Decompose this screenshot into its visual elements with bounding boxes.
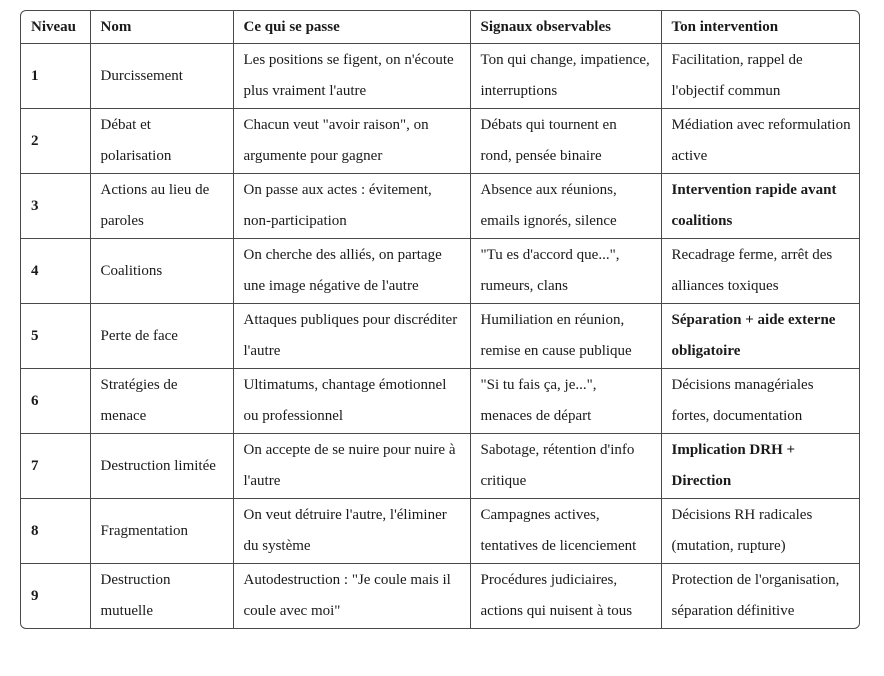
cell-niveau: 1 <box>21 44 90 109</box>
cell-ce-qui-se-passe: Attaques publiques pour discréditer l'autre <box>233 304 470 369</box>
cell-ton-intervention: Implication DRH + Direction <box>661 434 860 499</box>
cell-ton-intervention: Facilitation, rappel de l'objectif commun <box>661 44 860 109</box>
cell-niveau: 7 <box>21 434 90 499</box>
cell-signaux-observables: Absence aux réunions, emails ignorés, silence <box>470 174 661 239</box>
cell-ton-intervention: Intervention rapide avant coalitions <box>661 174 860 239</box>
cell-signaux-observables: Humiliation en réunion, remise en cause publique <box>470 304 661 369</box>
cell-ce-qui-se-passe: Autodestruction : "Je coule mais il coule avec moi" <box>233 564 470 629</box>
cell-niveau: 2 <box>21 109 90 174</box>
table-row <box>21 109 860 174</box>
cell-ton-intervention: Protection de l'organisation, séparation définitive <box>661 564 860 629</box>
table-row <box>21 499 860 564</box>
header-row <box>21 11 860 44</box>
cell-signaux-observables: "Si tu fais ça, je...", menaces de départ <box>470 369 661 434</box>
cell-ce-qui-se-passe: On accepte de se nuire pour nuire à l'autre <box>233 434 470 499</box>
cell-niveau: 8 <box>21 499 90 564</box>
cell-signaux-observables: Campagnes actives, tentatives de licenciement <box>470 499 661 564</box>
cell-ce-qui-se-passe: On cherche des alliés, on partage une image négative de l'autre <box>233 239 470 304</box>
cell-niveau: 9 <box>21 564 90 629</box>
cell-niveau: 3 <box>21 174 90 239</box>
cell-ce-qui-se-passe: Ultimatums, chantage émotionnel ou professionnel <box>233 369 470 434</box>
cell-nom: Fragmentation <box>90 499 233 564</box>
cell-nom: Débat et polarisation <box>90 109 233 174</box>
table-header <box>21 11 860 44</box>
cell-nom: Coalitions <box>90 239 233 304</box>
header-signaux-observables: Signaux observables <box>470 11 661 44</box>
cell-nom: Durcissement <box>90 44 233 109</box>
cell-niveau: 4 <box>21 239 90 304</box>
cell-ton-intervention: Recadrage ferme, arrêt des alliances toxiques <box>661 239 860 304</box>
table-row <box>21 44 860 109</box>
cell-ton-intervention: Décisions RH radicales (mutation, rupture) <box>661 499 860 564</box>
header-niveau: Niveau <box>21 11 90 44</box>
header-nom: Nom <box>90 11 233 44</box>
cell-nom: Stratégies de menace <box>90 369 233 434</box>
cell-ton-intervention: Médiation avec reformulation active <box>661 109 860 174</box>
cell-nom: Destruction limitée <box>90 434 233 499</box>
cell-nom: Actions au lieu de paroles <box>90 174 233 239</box>
cell-ce-qui-se-passe: On passe aux actes : évitement, non-participation <box>233 174 470 239</box>
cell-nom: Perte de face <box>90 304 233 369</box>
cell-signaux-observables: Procédures judiciaires, actions qui nuisent à tous <box>470 564 661 629</box>
conflict-escalation-table-container <box>20 10 860 629</box>
cell-ton-intervention: Séparation + aide externe obligatoire <box>661 304 860 369</box>
cell-signaux-observables: Sabotage, rétention d'info critique <box>470 434 661 499</box>
table-row <box>21 304 860 369</box>
cell-signaux-observables: Ton qui change, impatience, interruptions <box>470 44 661 109</box>
table-row <box>21 369 860 434</box>
table-row <box>21 174 860 239</box>
table-row <box>21 239 860 304</box>
header-ton-intervention: Ton intervention <box>661 11 860 44</box>
table-body <box>21 44 860 629</box>
cell-ce-qui-se-passe: Chacun veut "avoir raison", on argumente pour gagner <box>233 109 470 174</box>
cell-ce-qui-se-passe: Les positions se figent, on n'écoute plus vraiment l'autre <box>233 44 470 109</box>
cell-signaux-observables: Débats qui tournent en rond, pensée binaire <box>470 109 661 174</box>
table-row <box>21 434 860 499</box>
conflict-escalation-table <box>21 11 860 628</box>
cell-ce-qui-se-passe: On veut détruire l'autre, l'éliminer du système <box>233 499 470 564</box>
cell-niveau: 5 <box>21 304 90 369</box>
cell-signaux-observables: "Tu es d'accord que...", rumeurs, clans <box>470 239 661 304</box>
table-row <box>21 564 860 629</box>
cell-niveau: 6 <box>21 369 90 434</box>
cell-ton-intervention: Décisions managériales fortes, documentation <box>661 369 860 434</box>
cell-nom: Destruction mutuelle <box>90 564 233 629</box>
header-ce-qui-se-passe: Ce qui se passe <box>233 11 470 44</box>
